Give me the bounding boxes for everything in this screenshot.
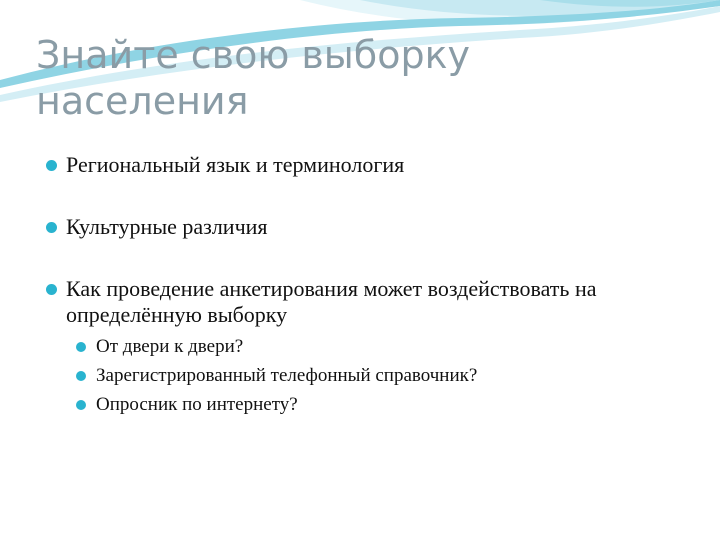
slide-content	[44, 152, 684, 419]
bullet-icon	[76, 400, 86, 410]
bullet-text: Культурные различия	[66, 214, 268, 239]
bullet-icon	[46, 284, 57, 295]
bullet-list	[44, 152, 684, 419]
sub-list-item	[74, 390, 684, 419]
bullet-text: Региональный язык и терминология	[66, 152, 405, 177]
sub-bullet-list	[74, 332, 684, 419]
sub-bullet-text: Зарегистрированный телефонный справочник?	[96, 365, 478, 386]
bullet-icon	[46, 160, 57, 171]
bullet-text: Как проведение анкетирования может воздействовать на определённую выборку	[66, 276, 597, 327]
bullet-icon	[76, 342, 86, 352]
slide-title: Знайте свою выборку населения	[36, 33, 471, 123]
sub-list-item	[74, 361, 684, 390]
list-item	[44, 214, 684, 240]
list-item	[44, 276, 684, 419]
sub-bullet-text: От двери к двери?	[96, 336, 244, 357]
sub-list-item	[74, 332, 684, 361]
list-item	[44, 152, 684, 178]
bullet-icon	[76, 371, 86, 381]
sub-bullet-text: Опросник по интернету?	[96, 394, 298, 415]
bullet-icon	[46, 222, 57, 233]
